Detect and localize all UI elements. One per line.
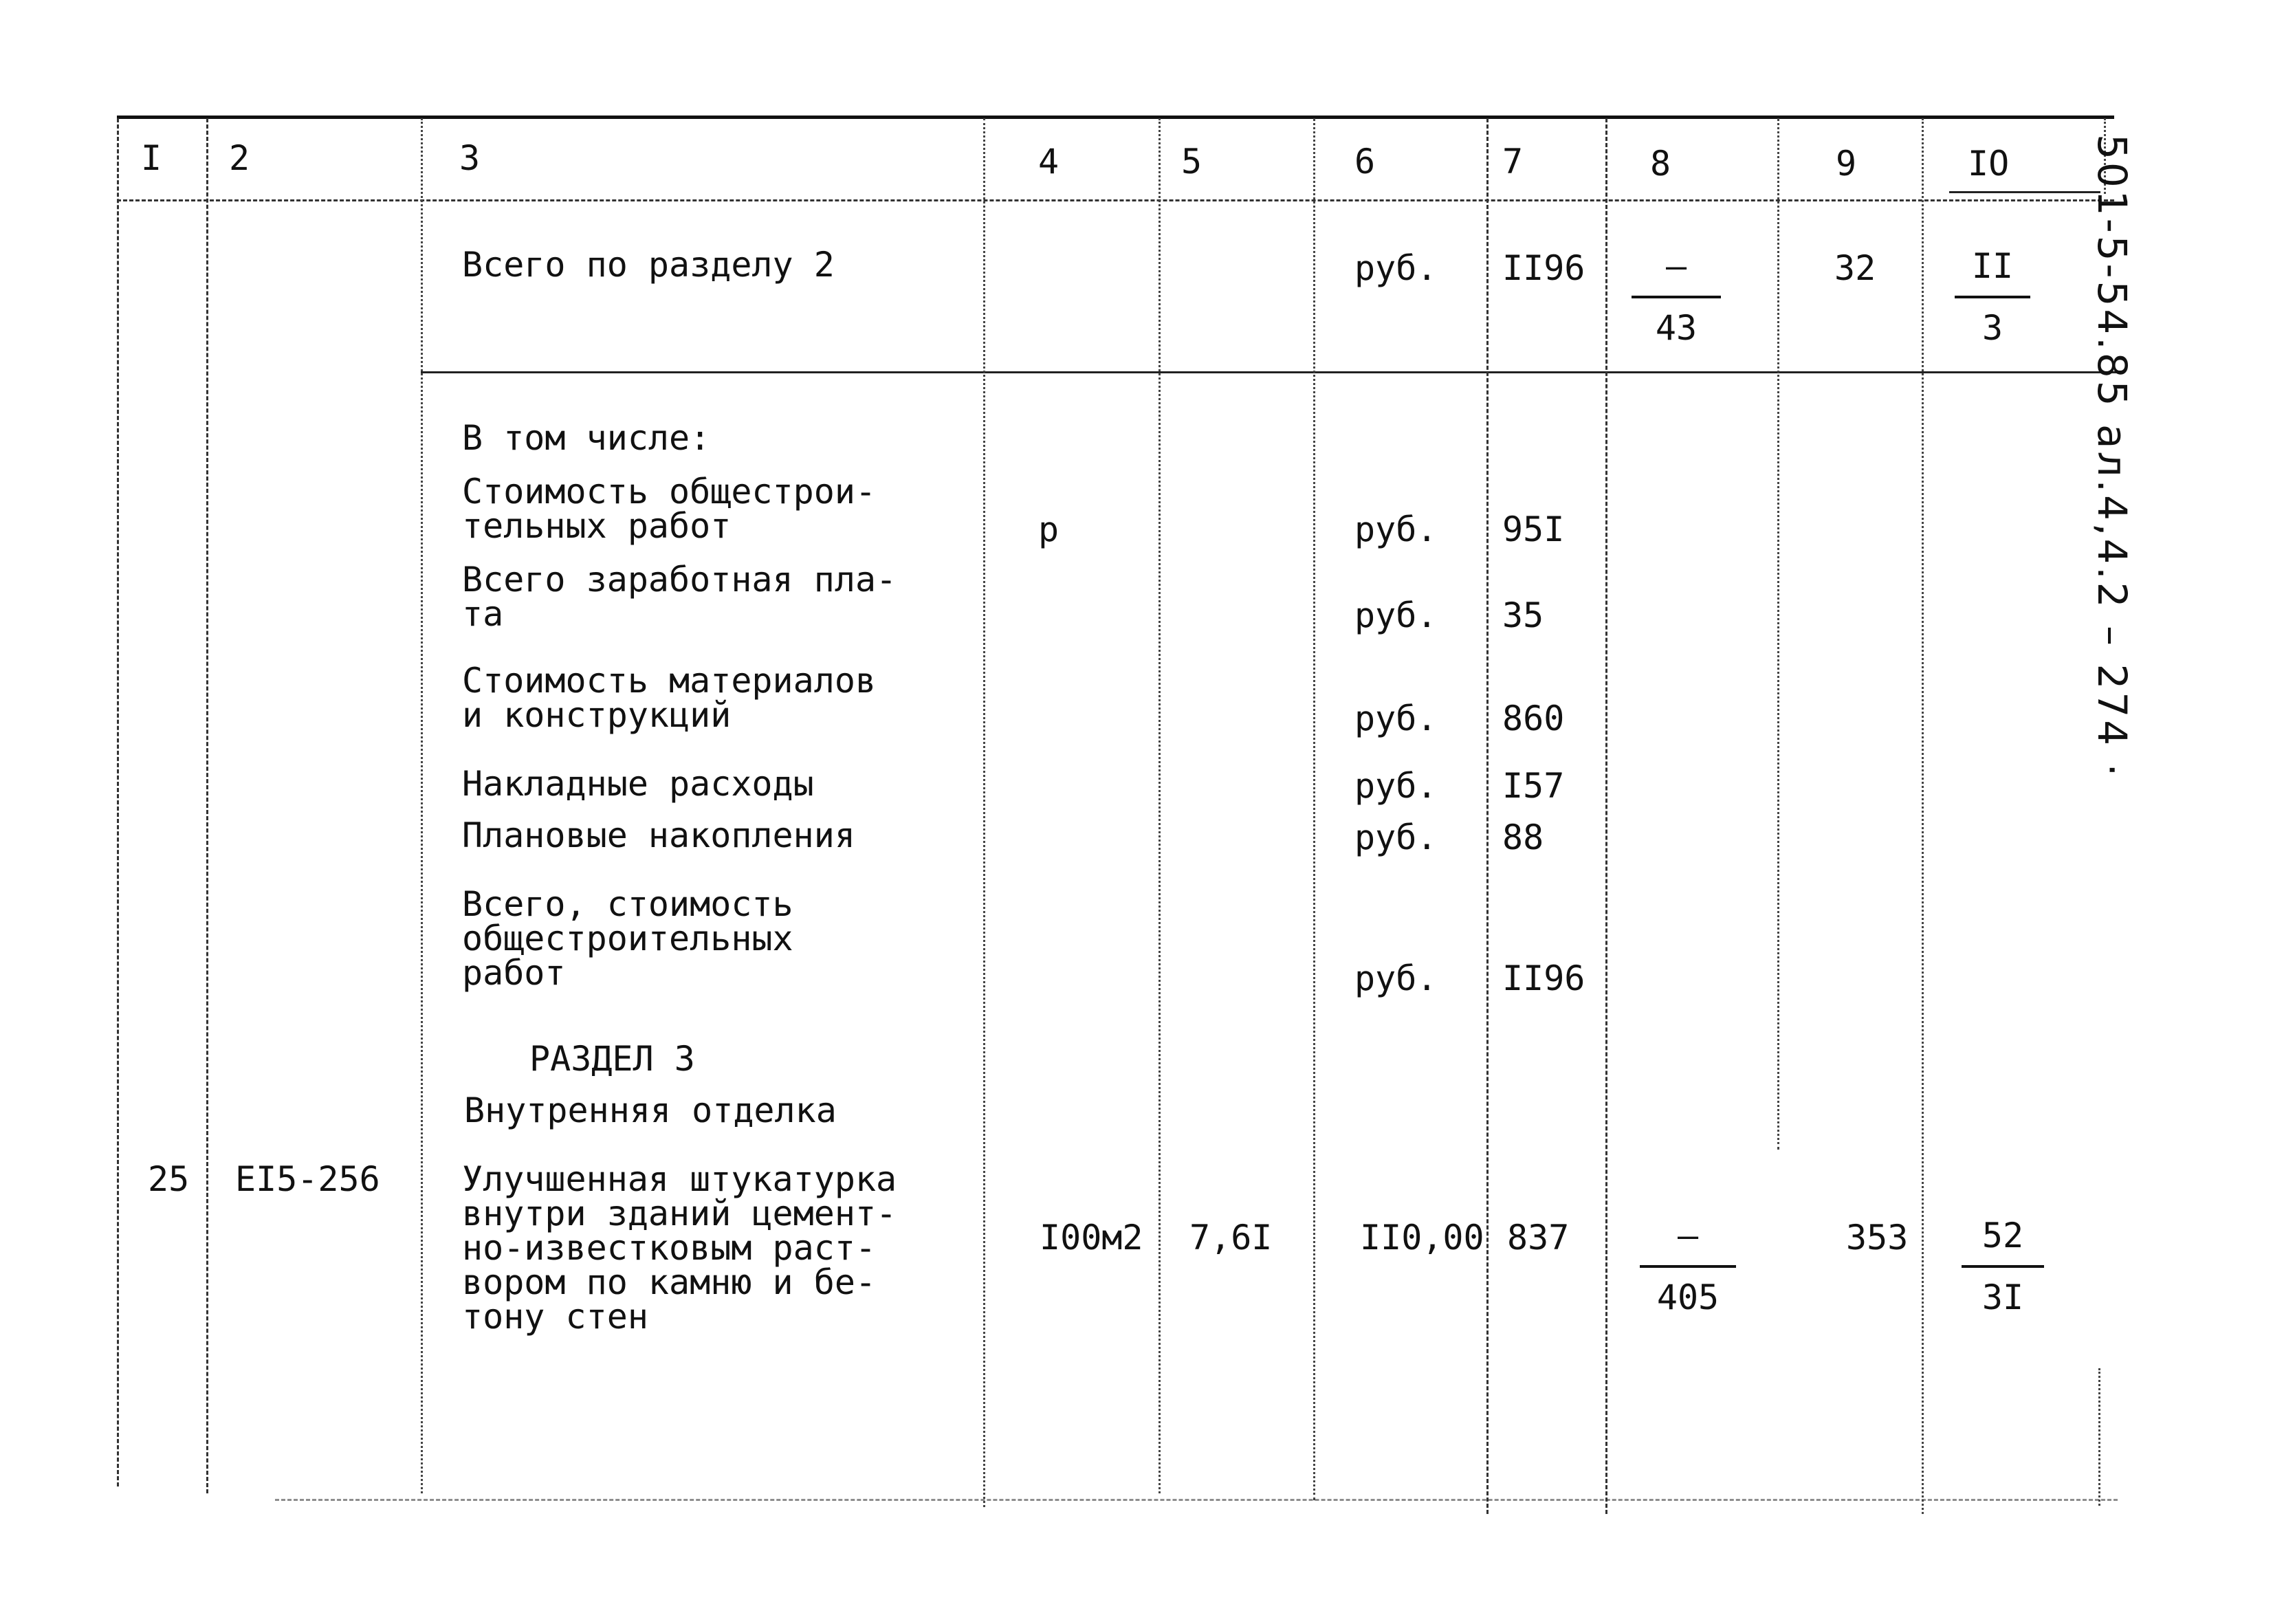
fraction-bar	[1955, 296, 2030, 298]
header-col-9: 9	[1836, 144, 1857, 184]
table-bottom-rule	[275, 1499, 2118, 1501]
section2-total-rule	[421, 371, 2122, 373]
breakdown-item-label: Всего заработная пла-	[462, 560, 897, 600]
breakdown-item-value: 88	[1502, 818, 1544, 857]
breakdown-item-value: 860	[1502, 699, 1565, 738]
row25-desc-line: тону стен	[462, 1297, 648, 1337]
breakdown-item-label: Стоимость общестрои-	[462, 472, 877, 512]
col-sep-4	[983, 118, 985, 1507]
row25-col7: 837	[1507, 1218, 1570, 1258]
section2-total-col8-num: –	[1665, 246, 1687, 286]
row25-col6: II0,00	[1360, 1218, 1484, 1258]
section3-heading: РАЗДЕЛ 3	[529, 1039, 695, 1079]
breakdown-item-unit: руб.	[1354, 958, 1438, 998]
breakdown-item-label: Всего, стоимость	[462, 884, 793, 924]
header-col-4: 4	[1038, 142, 1059, 182]
section2-total-col8	[1628, 246, 1724, 348]
col-sep-7	[1486, 118, 1489, 1514]
header-col-8: 8	[1650, 144, 1671, 184]
section2-total-col10	[1951, 246, 2034, 348]
row25-col10	[1958, 1218, 2047, 1315]
section2-total-col7: II96	[1502, 248, 1585, 288]
row25-col10-den: 3I	[1981, 1277, 2024, 1317]
breakdown-item-label: общестроительных	[462, 919, 793, 958]
fraction-bar	[1962, 1265, 2044, 1268]
breakdown-item-value: II96	[1502, 958, 1585, 998]
breakdown-intro: В том числе:	[462, 418, 711, 458]
header-col-6: 6	[1354, 142, 1376, 182]
breakdown-item-label: Накладные расходы	[462, 764, 814, 804]
col-sep-5	[1159, 118, 1161, 1493]
row25-desc-line: но-известковым раст-	[462, 1228, 877, 1268]
col-sep-2	[206, 118, 208, 1493]
row25-col5: 7,6I	[1189, 1218, 1273, 1258]
section2-total-col10-den: 3	[1981, 308, 2003, 348]
row25-desc-line: Улучшенная штукатурка	[462, 1159, 897, 1199]
breakdown-item-value: 95I	[1502, 509, 1565, 549]
header-col-7: 7	[1502, 142, 1524, 182]
breakdown-item-col4: р	[1038, 509, 1059, 549]
section2-total-unit: руб.	[1354, 248, 1438, 288]
header-col-3: 3	[459, 138, 481, 178]
breakdown-item-unit: руб.	[1354, 766, 1438, 806]
breakdown-item-value: I57	[1502, 766, 1565, 806]
col-sep-9	[1777, 118, 1779, 1150]
col-sep-8	[1605, 118, 1607, 1514]
breakdown-item-value: 35	[1502, 595, 1544, 635]
row25-col8	[1636, 1218, 1739, 1315]
col-sep-3	[421, 118, 423, 1493]
header-col-2: 2	[229, 138, 250, 178]
header-col-10-underline	[1949, 191, 2100, 193]
col-sep-1	[117, 118, 119, 1486]
row25-desc-line: вором по камню и бе-	[462, 1262, 877, 1302]
breakdown-item-unit: руб.	[1354, 595, 1438, 635]
row25-col9: 353	[1846, 1218, 1909, 1258]
fraction-bar	[1640, 1265, 1736, 1268]
header-col-1: I	[141, 138, 162, 178]
fraction-bar	[1632, 296, 1721, 298]
header-bottom-rule	[117, 199, 2114, 201]
row25-num: 25	[148, 1159, 190, 1199]
col-sep-10	[1922, 118, 1924, 1514]
row25-col10-num: 52	[1981, 1216, 2024, 1255]
section3-subheading: Внутренняя отделка	[464, 1090, 837, 1130]
section2-total-col10-num: II	[1971, 246, 2014, 286]
breakdown-item-label: Стоимость материалов	[462, 661, 877, 701]
section2-total-col8-den: 43	[1655, 308, 1698, 348]
breakdown-item-label: работ	[462, 953, 566, 993]
breakdown-item-label: Плановые накопления	[462, 815, 855, 855]
breakdown-item-label: тельных работ	[462, 506, 732, 546]
margin-document-code: 501-5-54.85 ал.4,4.2 – 274 ·	[2089, 134, 2135, 780]
row25-col8-den: 405	[1656, 1277, 1720, 1317]
section2-total-col9: 32	[1834, 248, 1876, 288]
breakdown-item-label: и конструкций	[462, 695, 732, 735]
breakdown-item-unit: руб.	[1354, 818, 1438, 857]
col-sep-11b	[2098, 1368, 2100, 1506]
header-col-10: IO	[1968, 144, 2010, 184]
breakdown-item-label: та	[462, 594, 504, 634]
col-sep-6	[1313, 118, 1315, 1500]
section2-total-label: Всего по разделу 2	[462, 245, 835, 285]
header-col-5: 5	[1181, 142, 1203, 182]
row25-col4: I00м2	[1040, 1218, 1143, 1258]
table-top-rule	[117, 116, 2114, 119]
row25-desc-line: внутри зданий цемент-	[462, 1194, 897, 1233]
breakdown-item-unit: руб.	[1354, 509, 1438, 549]
row25-code: EI5-256	[235, 1159, 380, 1199]
row25-col8-num: –	[1677, 1216, 1699, 1255]
breakdown-item-unit: руб.	[1354, 699, 1438, 738]
